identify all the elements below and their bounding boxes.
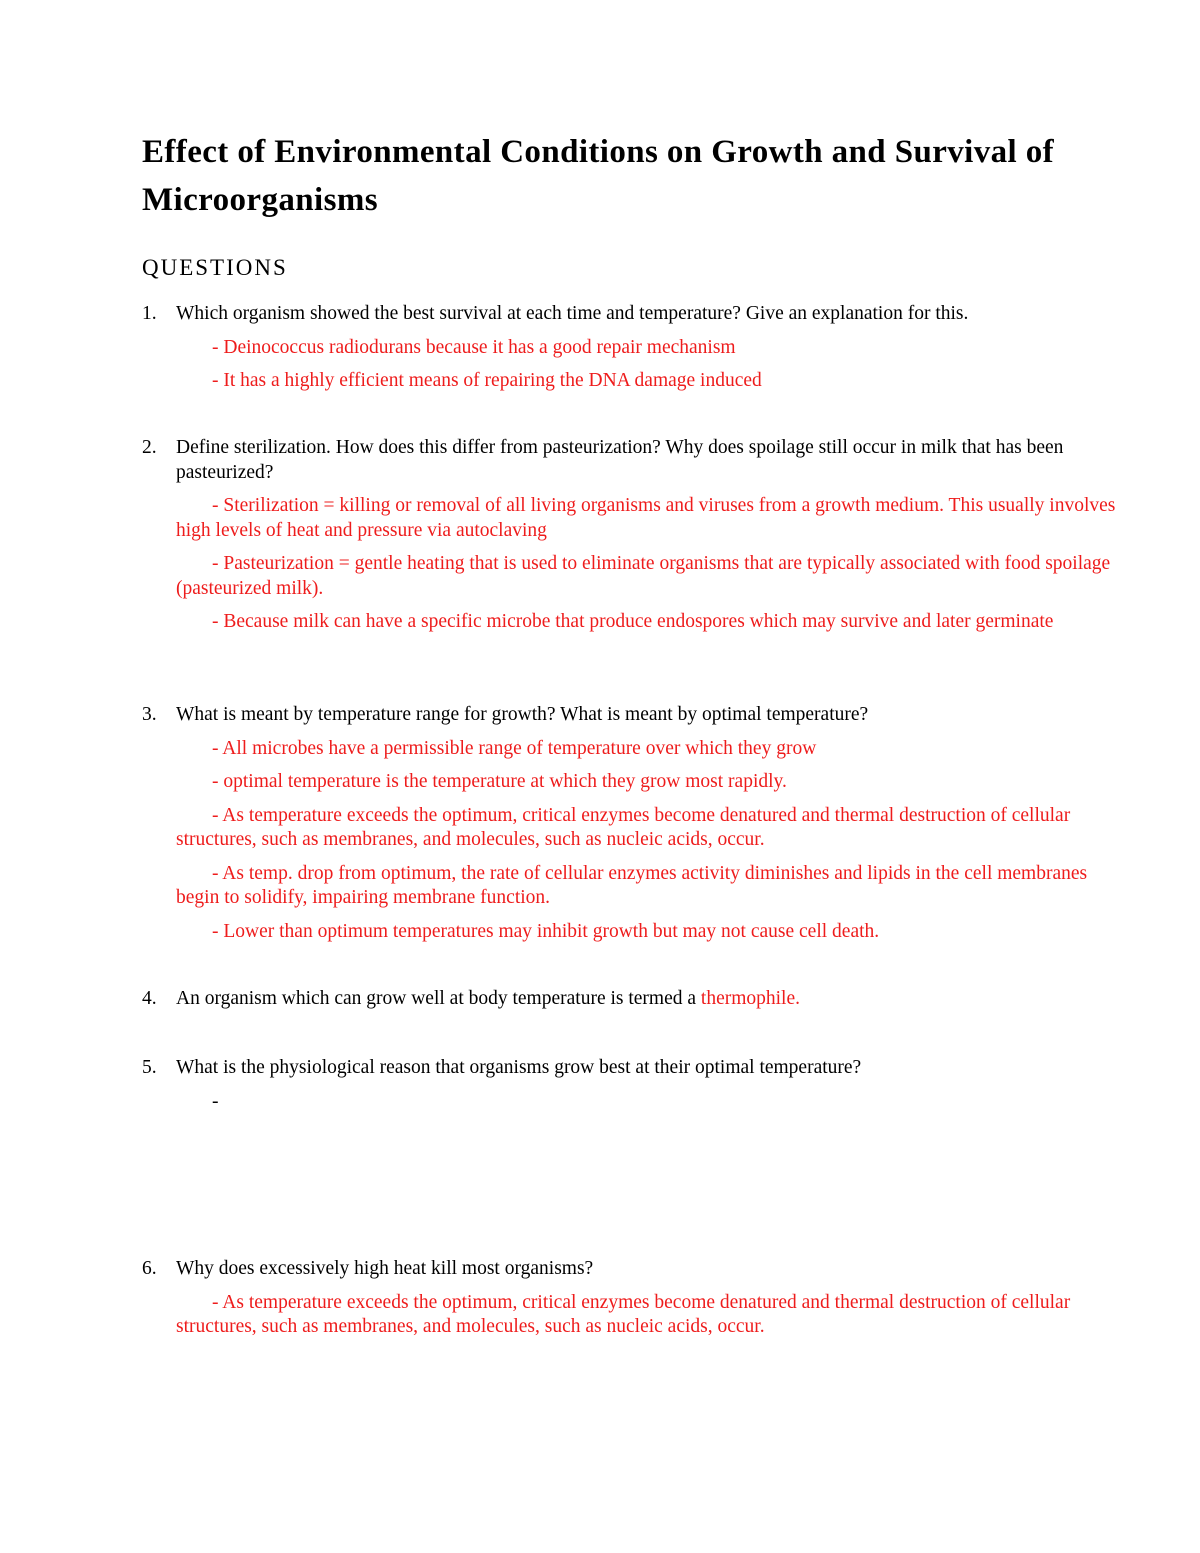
answer-line: - All microbes have a permissible range of temperature over which they grow [212,737,817,759]
question-number: 2. [142,437,157,458]
section-label-questions: QUESTIONS [142,255,288,280]
question-text: Why does excessively high heat kill most organisms? [176,1258,594,1279]
question-number: 4. [142,988,157,1009]
answer-line: - Deinococcus radiodurans because it has a good repair mechanism [212,336,736,358]
answer-line: - It has a highly efficient means of repairing the DNA damage induced [212,370,762,391]
question-text: Define sterilization. How does this differ from pasteurization? Why does spoilage still occur in milk that has been pasteurized? [176,437,1064,483]
question-3 [142,703,1132,944]
question-text: What is meant by temperature range for growth? What is meant by optimal temperature? [176,704,869,725]
question-5 [142,1056,1132,1114]
question-number: 6. [142,1258,157,1279]
inline-answer: thermophile. [700,988,801,1009]
answer-line: - Pasteurization = gentle heating that is used to eliminate organisms that are typically associated with food spoilage (pasteurized milk). [176,553,1111,599]
answer-line: - As temperature exceeds the optimum, critical enzymes become denatured and thermal destruction of cellular structures, such as membranes, and molecules, such as nucleic acids, occur. [176,1291,1071,1337]
answer-line: - As temperature exceeds the optimum, critical enzymes become denatured and thermal destruction of cellular structures, such as membranes, and molecules, such as nucleic acids, occur. [176,804,1071,850]
document-title: Effect of Environmental Conditions on Growth and Survival of Microorganisms [142,134,1055,218]
answer-line: - Because milk can have a specific microbe that produce endospores which may survive and later germinate [212,611,1054,632]
question-6 [142,1257,1132,1340]
answer-line: - As temp. drop from optimum, the rate of cellular enzymes activity diminishes and lipids in the cell membranes begin to solidify, impairing membrane function. [176,862,1088,908]
question-text: Which organism showed the best survival at each time and temperature? Give an explanation for this. [176,303,969,324]
question-text-row [176,987,1132,1012]
question-number: 3. [142,704,157,725]
question-number: 1. [142,303,157,324]
answer-line: - [212,1090,219,1112]
question-1 [142,302,1132,394]
question-text: What is the physiological reason that organisms grow best at their optimal temperature? [176,1057,862,1078]
answer-line: - optimal temperature is the temperature at which they grow most rapidly. [212,771,787,792]
answer-line: - Sterilization = killing or removal of all living organisms and viruses from a growth medium. This usually involves high levels of heat and pressure via autoclaving [176,495,1116,541]
question-4 [142,987,1132,1012]
question-number: 5. [142,1057,157,1078]
question-text: An organism which can grow well at body temperature is termed a [176,988,697,1009]
question-2 [142,436,1132,635]
answer-line: - Lower than optimum temperatures may inhibit growth but may not cause cell death. [212,920,880,942]
